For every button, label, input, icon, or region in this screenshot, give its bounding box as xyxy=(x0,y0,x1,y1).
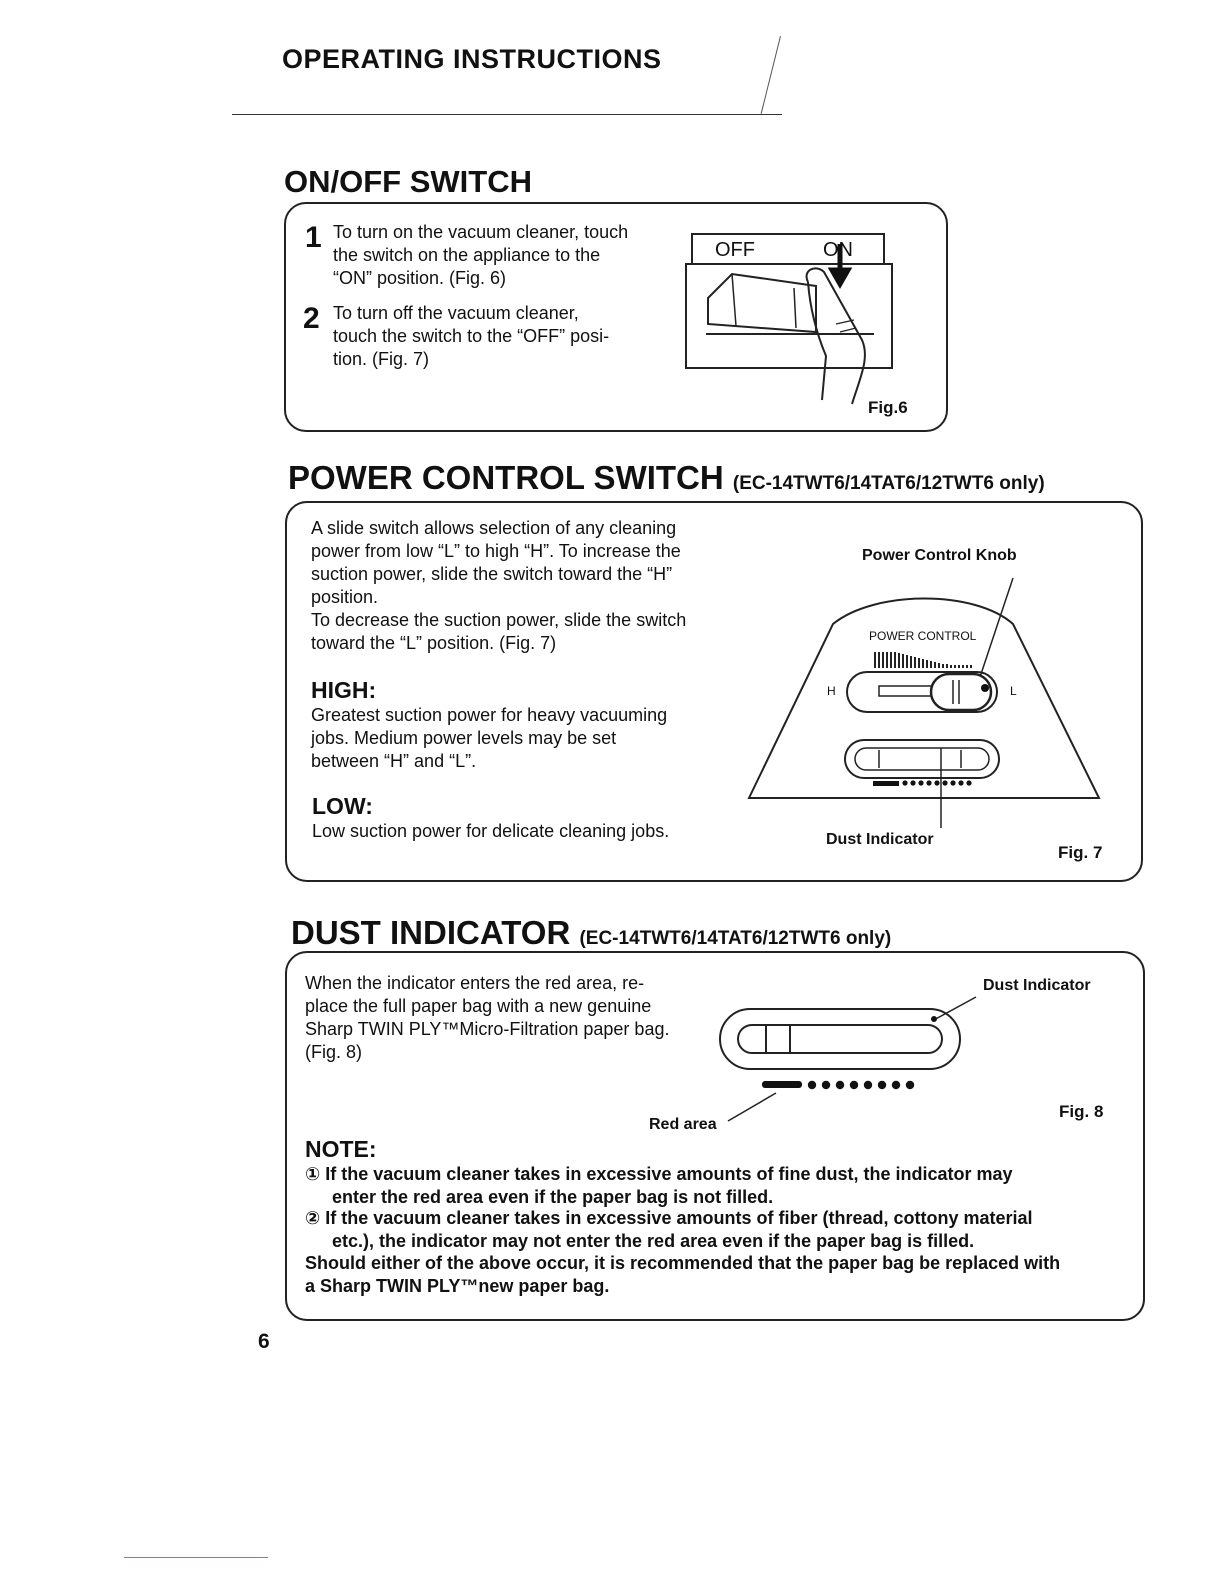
note-closing: Should either of the above occur, it is recommended that the paper bag be replaced with a Sharp TWIN PLY™new paper bag. xyxy=(305,1253,1061,1296)
fig7-caption: Fig. 7 xyxy=(1058,843,1103,862)
low-text: Low suction power for delicate cleaning jobs. xyxy=(312,821,670,841)
red-area-label: Red area xyxy=(649,1116,717,1133)
fig6-caption: Fig.6 xyxy=(868,398,908,417)
fig6-on-label: ON xyxy=(823,239,853,261)
dust-title-main: DUST INDICATOR xyxy=(291,914,571,951)
dust-title-suffix: (EC-14TWT6/14TAT6/12TWT6 only) xyxy=(579,928,892,949)
step-1-number: 1 xyxy=(305,221,322,254)
step-1-text: To turn on the vacuum cleaner, touch the switch on the appliance to the “ON” position. (Fig. 6) xyxy=(333,222,629,288)
note-item-2: ② If the vacuum cleaner takes in excessive amounts of fiber (thread, cottony material etc.), the indicator may not enter the red area even if the paper bag is filled. xyxy=(305,1208,1033,1251)
fig7-power-control-illustration xyxy=(745,560,1105,830)
fig8-dust-indicator-label: Dust Indicator xyxy=(983,977,1091,994)
fig8-dust-indicator-illustration xyxy=(710,995,990,1125)
power-control-knob-label: Power Control Knob xyxy=(862,547,1017,564)
h-label: H xyxy=(827,684,836,698)
page-header-title: OPERATING INSTRUCTIONS xyxy=(282,44,662,74)
onoff-section-title: ON/OFF SWITCH xyxy=(284,164,532,199)
step-2-number: 2 xyxy=(303,302,320,335)
header-slash-mark xyxy=(761,36,781,114)
power-intro-text: A slide switch allows selection of any cleaning power from low “L” to high “H”. To increase the suction power, slide the switch toward the “H” position. To decrease the suction power, slide the switch toward the “L” position. (Fig. 7) xyxy=(311,518,687,653)
dust-intro-text: When the indicator enters the red area, re- place the full paper bag with a new genuine Sharp TWIN PLY™Micro-Filtration paper bag. (Fig. 8) xyxy=(305,973,670,1062)
power-title-suffix: (EC-14TWT6/14TAT6/12TWT6 only) xyxy=(732,473,1045,494)
high-heading: HIGH: xyxy=(311,677,377,703)
page-number: 6 xyxy=(258,1330,270,1353)
note-item-1: ① If the vacuum cleaner takes in excessive amounts of fine dust, the indicator may enter the red area even if the paper bag is not filled. xyxy=(305,1164,1013,1207)
l-label: L xyxy=(1010,684,1017,698)
high-text: Greatest suction power for heavy vacuuming jobs. Medium power levels may be set between “H” and “L”. xyxy=(311,705,668,771)
fig7-dust-indicator-label: Dust Indicator xyxy=(826,831,934,848)
power-control-panel-label: POWER CONTROL xyxy=(869,629,977,643)
fig6-off-label: OFF xyxy=(715,239,755,261)
footer-rule xyxy=(124,1557,268,1558)
low-heading: LOW: xyxy=(312,793,373,819)
step-2-text: To turn off the vacuum cleaner, touch the switch to the “OFF” posi- tion. (Fig. 7) xyxy=(333,303,610,369)
dust-section-title xyxy=(291,914,891,952)
fig8-caption: Fig. 8 xyxy=(1059,1102,1104,1121)
power-title-main: POWER CONTROL SWITCH xyxy=(288,459,724,496)
power-section-title xyxy=(288,459,1045,497)
header-rule xyxy=(232,114,782,115)
note-heading: NOTE: xyxy=(305,1136,377,1162)
